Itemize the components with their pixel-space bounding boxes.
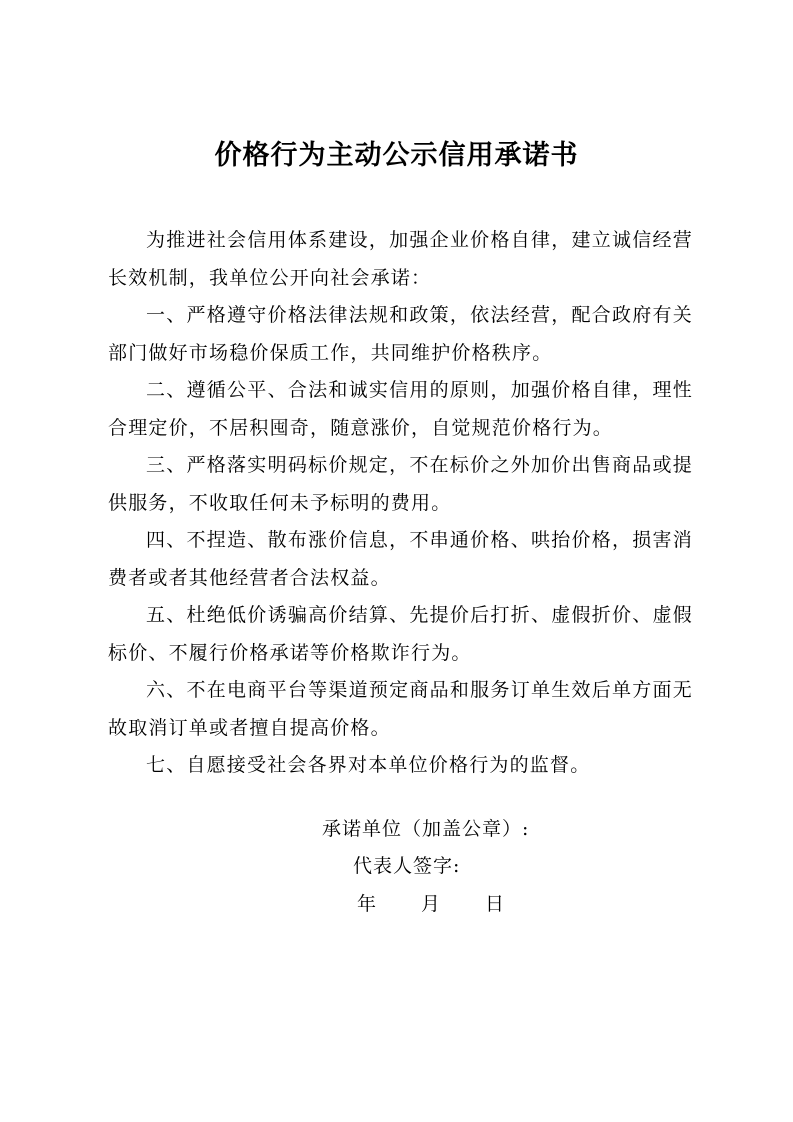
representative-signature-label: 代表人签字: — [353, 855, 461, 877]
intro-paragraph: 为推进社会信用体系建设，加强企业价格自律，建立诚信经营长效机制，我单位公开向社会承诺： — [108, 229, 693, 289]
date-day-label: 日 — [485, 893, 506, 915]
commitment-item-5: 五、杜绝低价诱骗高价结算、先提价后打折、虚假折价、虚假标价、不履行价格承诺等价格欺诈行为。 — [108, 604, 693, 664]
commitment-item-7: 七、自愿接受社会各界对本单位价格行为的监督。 — [146, 754, 591, 776]
committing-unit-label: 承诺单位（加盖公章）: — [322, 818, 530, 840]
document-body — [108, 222, 693, 785]
date-line — [357, 886, 505, 924]
commitment-item-1: 一、严格遵守价格法律法规和政策，依法经营，配合政府有关部门做好市场稳价保质工作，共同维护价格秩序。 — [108, 304, 693, 364]
commitment-item-4: 四、不捏造、散布涨价信息，不串通价格、哄抬价格，损害消费者或者其他经营者合法权益。 — [108, 529, 693, 589]
date-year-label: 年 — [357, 893, 378, 915]
commitment-item-2: 二、遵循公平、合法和诚实信用的原则，加强价格自律，理性合理定价，不居积囤奇，随意涨价，自觉规范价格行为。 — [108, 379, 693, 439]
document-title: 价格行为主动公示信用承诺书 — [214, 140, 579, 171]
date-month-label: 月 — [421, 893, 442, 915]
commitment-item-3: 三、严格落实明码标价规定，不在标价之外加价出售商品或提供服务，不收取任何未予标明的费用。 — [108, 454, 693, 514]
commitment-item-6: 六、不在电商平台等渠道预定商品和服务订单生效后单方面无故取消订单或者擅自提高价格。 — [108, 679, 693, 739]
